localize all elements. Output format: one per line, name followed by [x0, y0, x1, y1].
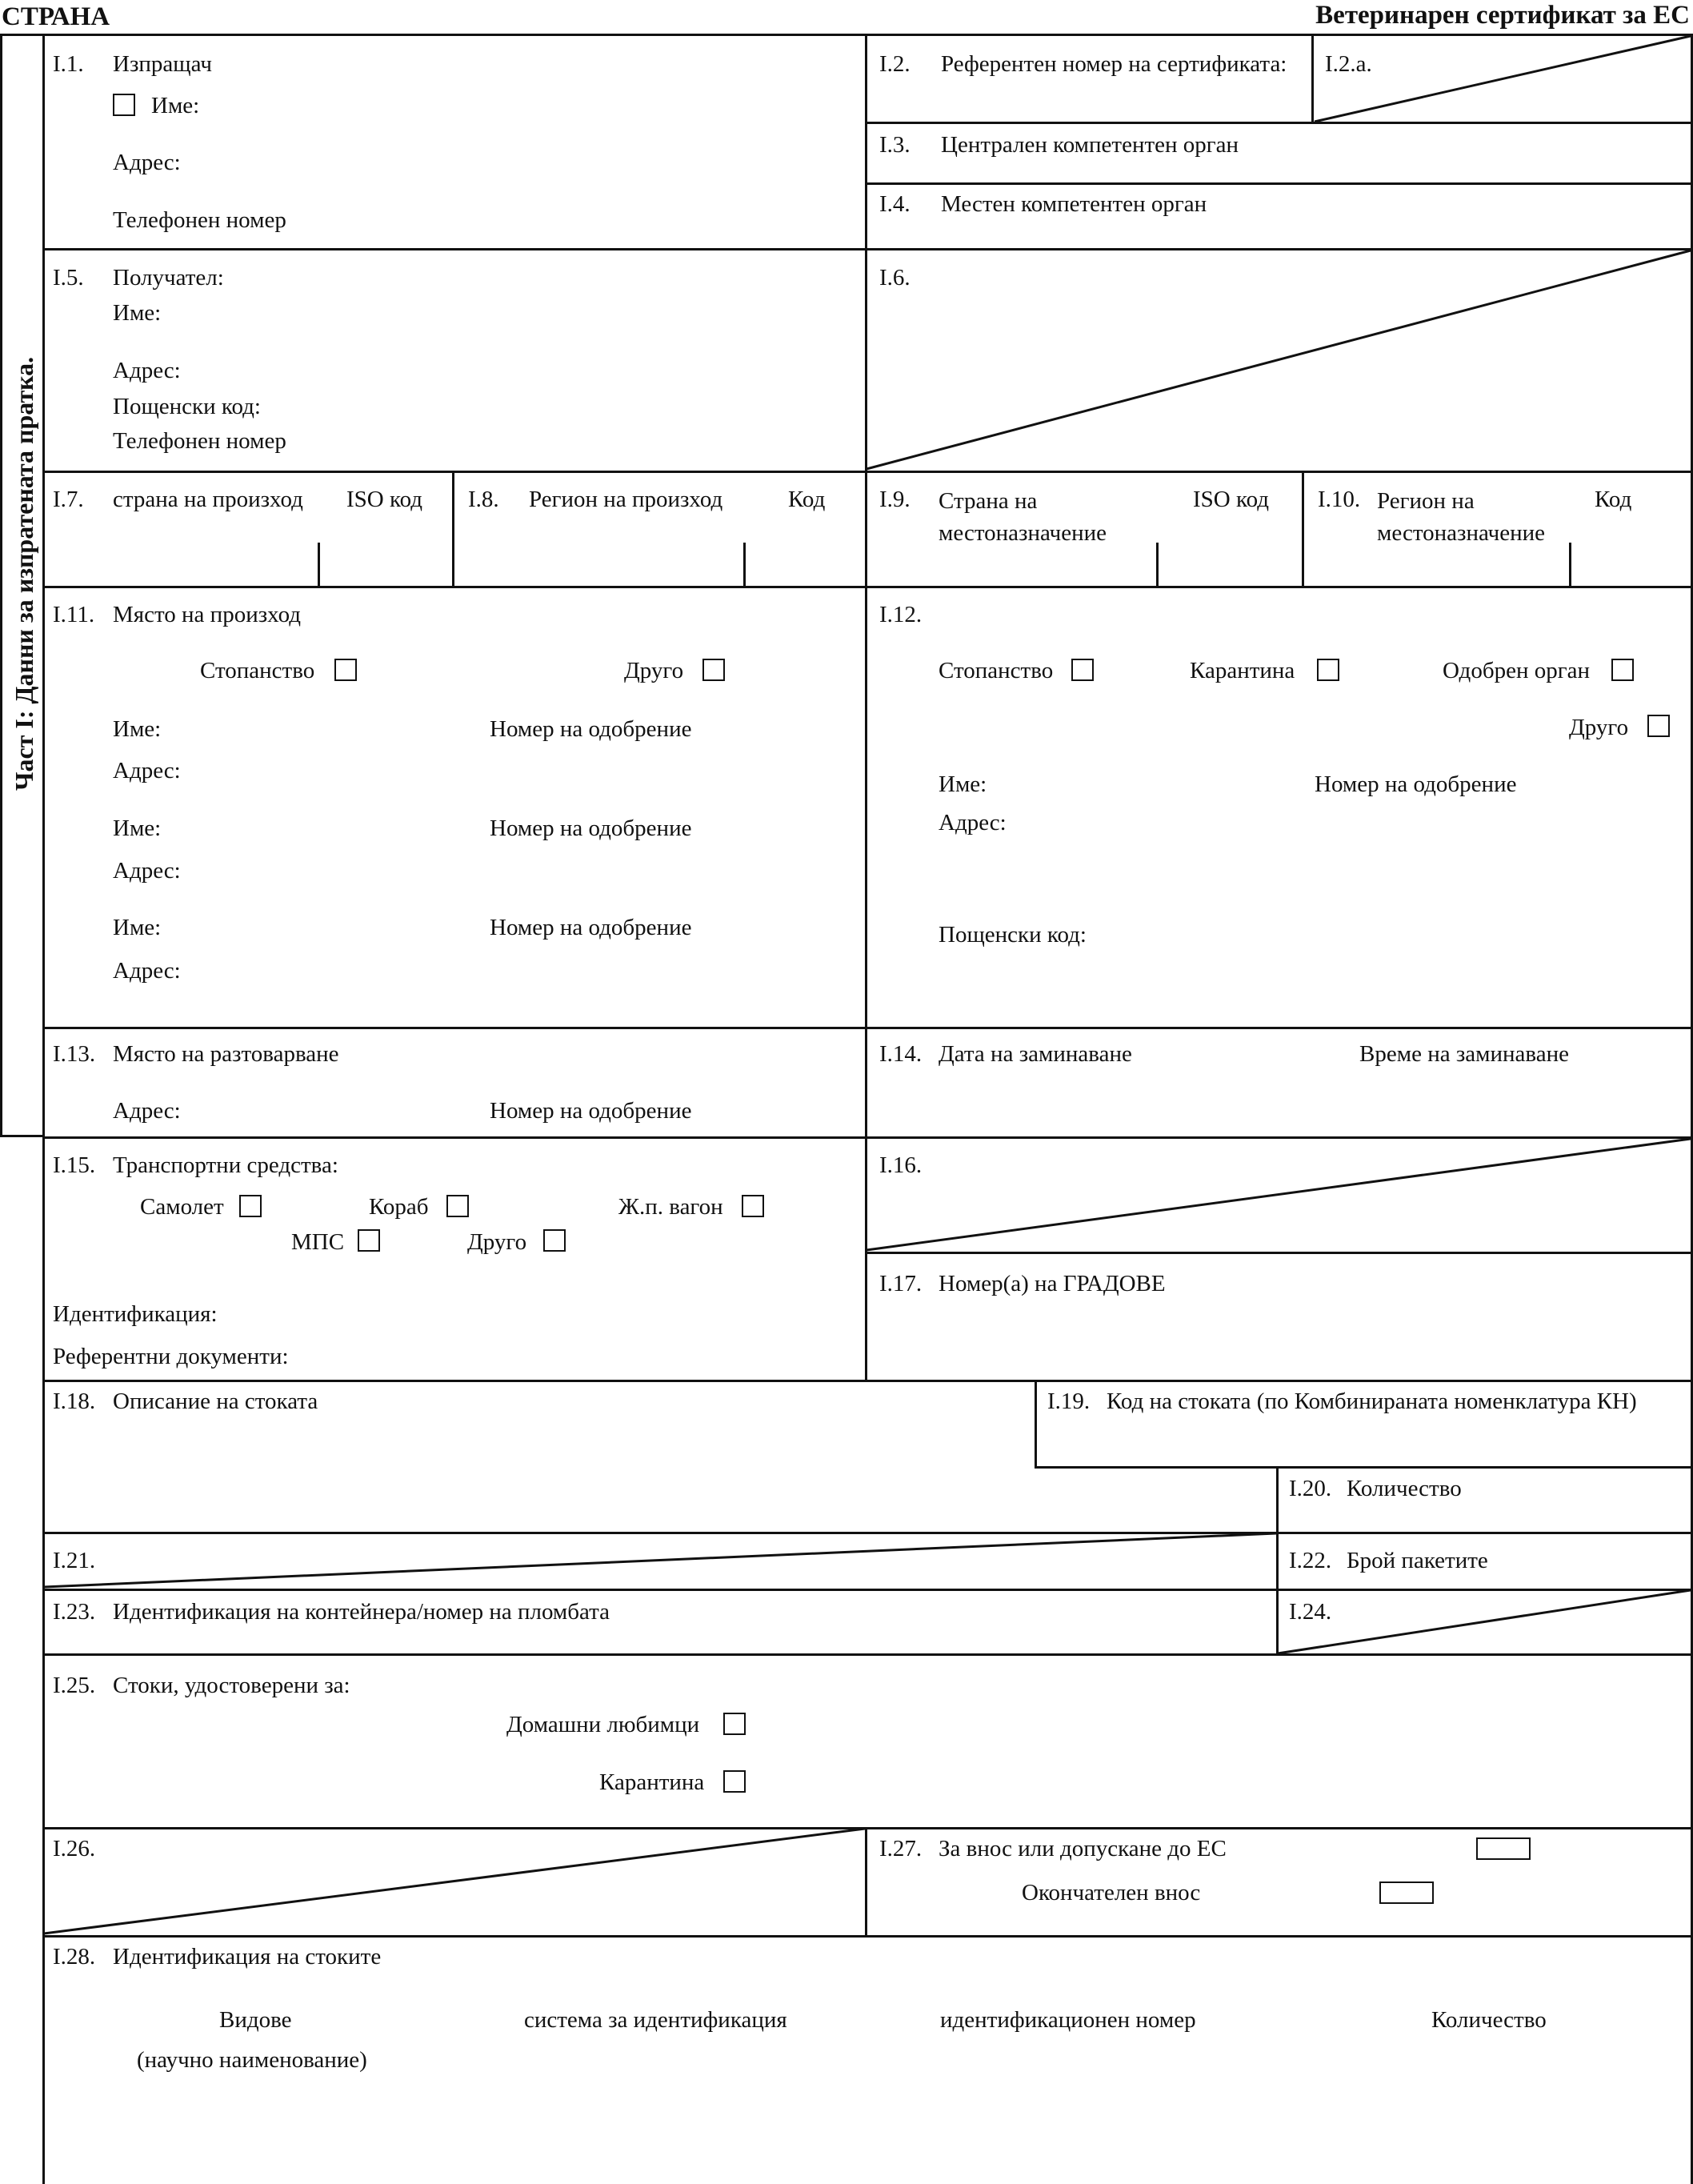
other-label: Друго — [467, 1229, 527, 1255]
country-origin-label: страна на произход — [113, 487, 303, 512]
origin-approval-label: Номер на одобрение — [490, 915, 692, 940]
certificate-title: Ветеринарен сертификат за ЕС — [1315, 1, 1690, 30]
destination-address-label: Адрес: — [939, 810, 1007, 836]
other-label: Друго — [624, 658, 684, 683]
origin-address-label: Адрес: — [113, 758, 181, 783]
species-header: Видове — [219, 2007, 292, 2033]
origin-address-label: Адрес: — [113, 958, 181, 984]
pets-checkbox[interactable] — [723, 1713, 746, 1735]
origin-name-label: Име: — [113, 716, 162, 742]
box-i24-number: I.24. — [1289, 1599, 1332, 1625]
id-system-header: система за идентификация — [524, 2007, 787, 2033]
quarantine-label: Карантина — [1190, 658, 1295, 683]
departure-date-label: Дата на заминаване — [939, 1041, 1132, 1067]
country-header: СТРАНА — [2, 2, 110, 31]
country-destination-label-2: местоназначение — [939, 520, 1107, 546]
farm-label: Стопанство — [200, 658, 315, 683]
country-destination-label-1: Страна на — [939, 488, 1038, 514]
box-number: I.22. — [1289, 1548, 1332, 1573]
packages-label: Брой пакетите — [1347, 1548, 1488, 1573]
box-number: I.2. — [879, 51, 911, 77]
quarantine-label: Карантина — [599, 1769, 705, 1795]
origin-approval-label: Номер на одобрение — [490, 815, 692, 841]
commodity-code-label: Код на стоката (по Комбинираната номенклатура КН) — [1107, 1389, 1637, 1414]
box-number: I.15. — [53, 1152, 96, 1178]
destination-approval-label: Номер на одобрение — [1315, 771, 1517, 797]
id-number-header: идентификационен номер — [940, 2007, 1196, 2033]
import-checkbox[interactable] — [1476, 1837, 1531, 1860]
other-label: Друго — [1569, 715, 1629, 740]
cites-label: Номер(а) на ГРАДОВЕ — [939, 1271, 1166, 1296]
transport-label: Транспортни средства: — [113, 1152, 338, 1178]
road-checkbox[interactable] — [358, 1229, 380, 1252]
region-destination-label-1: Регион на — [1377, 488, 1475, 514]
origin-name-label: Име: — [113, 815, 162, 841]
farm-label: Стопанство — [939, 658, 1054, 683]
ship-label: Кораб — [369, 1194, 429, 1220]
consignor-name-label: Име: — [151, 93, 200, 118]
certified-for-label: Стоки, удостоверени за: — [113, 1673, 350, 1698]
place-origin-label: Място на произход — [113, 602, 301, 627]
region-destination-label-2: местоназначение — [1377, 520, 1546, 546]
loading-approval-label: Номер на одобрение — [490, 1098, 692, 1124]
box-number: I.12. — [879, 602, 923, 627]
box-number: I.18. — [53, 1389, 96, 1414]
side-label: Част I: Данни за изпратената пратка. — [10, 356, 38, 791]
consignor-name-checkbox[interactable] — [113, 94, 135, 116]
reference-documents-label: Референтни документи: — [53, 1344, 289, 1369]
origin-address-label: Адрес: — [113, 858, 181, 884]
origin-approval-label: Номер на одобрение — [490, 716, 692, 742]
box-number: I.3. — [879, 132, 911, 158]
quarantine-checkbox[interactable] — [723, 1770, 746, 1793]
ship-checkbox[interactable] — [446, 1195, 469, 1217]
central-authority-label: Централен компетентен орган — [941, 132, 1239, 158]
plane-label: Самолет — [140, 1194, 224, 1220]
box-i21-number: I.21. — [53, 1548, 96, 1573]
box-i26-number: I.26. — [53, 1836, 96, 1861]
consignor-label: Изпращач — [113, 51, 212, 77]
iso-code-label: ISO код — [1193, 487, 1270, 512]
box-number: I.9. — [879, 487, 911, 512]
consignee-phone-label: Телефонен номер — [113, 428, 286, 454]
approved-body-checkbox[interactable] — [1611, 659, 1634, 681]
box-number: I.4. — [879, 191, 911, 217]
farm-checkbox[interactable] — [334, 659, 357, 681]
iso-code-label: ISO код — [346, 487, 423, 512]
box-i6-number: I.6. — [879, 265, 911, 291]
box-number: I.13. — [53, 1041, 96, 1067]
pets-label: Домашни любимци — [506, 1712, 700, 1737]
farm-checkbox[interactable] — [1071, 659, 1094, 681]
box-number: I.7. — [53, 487, 84, 512]
code-label: Код — [788, 487, 826, 512]
plane-checkbox[interactable] — [239, 1195, 262, 1217]
quantity-label: Количество — [1347, 1476, 1462, 1501]
quarantine-checkbox[interactable] — [1317, 659, 1339, 681]
road-label: МПС — [291, 1229, 345, 1255]
box-number: I.23. — [53, 1599, 96, 1625]
consignee-address-label: Адрес: — [113, 358, 181, 383]
rail-label: Ж.п. вагон — [618, 1194, 723, 1220]
reference-label: Референтен номер на сертификата: — [941, 51, 1287, 77]
other-checkbox[interactable] — [543, 1229, 566, 1252]
box-number: I.8. — [468, 487, 499, 512]
species-sub-header: (научно наименование) — [137, 2047, 367, 2073]
quantity-header: Количество — [1431, 2007, 1547, 2033]
box-number: I.14. — [879, 1041, 923, 1067]
consignee-label: Получател: — [113, 265, 224, 291]
container-label: Идентификация на контейнера/номер на пломбата — [113, 1599, 610, 1625]
box-number: I.10. — [1318, 487, 1361, 512]
box-number: I.2.a. — [1325, 51, 1372, 77]
consignee-name-label: Име: — [113, 300, 162, 326]
departure-time-label: Време на заминаване — [1359, 1041, 1569, 1067]
region-origin-label: Регион на произход — [529, 487, 723, 512]
local-authority-label: Местен компетентен орган — [941, 191, 1207, 217]
consignor-phone-label: Телефонен номер — [113, 207, 286, 233]
other-checkbox[interactable] — [1647, 715, 1670, 737]
final-import-checkbox[interactable] — [1379, 1881, 1434, 1904]
goods-identification-label: Идентификация на стоките — [113, 1944, 382, 1970]
other-checkbox[interactable] — [702, 659, 725, 681]
import-label: За внос или допускане до ЕС — [939, 1836, 1227, 1861]
box-number: I.20. — [1289, 1476, 1332, 1501]
box-number: I.1. — [53, 51, 84, 77]
rail-checkbox[interactable] — [742, 1195, 764, 1217]
box-i16-number: I.16. — [879, 1152, 923, 1178]
approved-body-label: Одобрен орган — [1443, 658, 1590, 683]
box-number: I.19. — [1047, 1389, 1091, 1414]
loading-address-label: Адрес: — [113, 1098, 181, 1124]
box-number: I.11. — [53, 602, 95, 627]
box-number: I.5. — [53, 265, 84, 291]
description-label: Описание на стоката — [113, 1389, 318, 1414]
box-number: I.25. — [53, 1673, 96, 1698]
consignee-postal-label: Пощенски код: — [113, 394, 261, 419]
box-number: I.28. — [53, 1944, 96, 1970]
code-label: Код — [1595, 487, 1632, 512]
final-import-label: Окончателен внос — [1022, 1880, 1201, 1905]
place-loading-label: Място на разтоварване — [113, 1041, 339, 1067]
destination-name-label: Име: — [939, 771, 987, 797]
box-number: I.17. — [879, 1271, 923, 1296]
box-number: I.27. — [879, 1836, 923, 1861]
origin-name-label: Име: — [113, 915, 162, 940]
consignor-address-label: Адрес: — [113, 150, 181, 175]
identification-label: Идентификация: — [53, 1301, 218, 1327]
destination-postal-label: Пощенски код: — [939, 922, 1087, 948]
